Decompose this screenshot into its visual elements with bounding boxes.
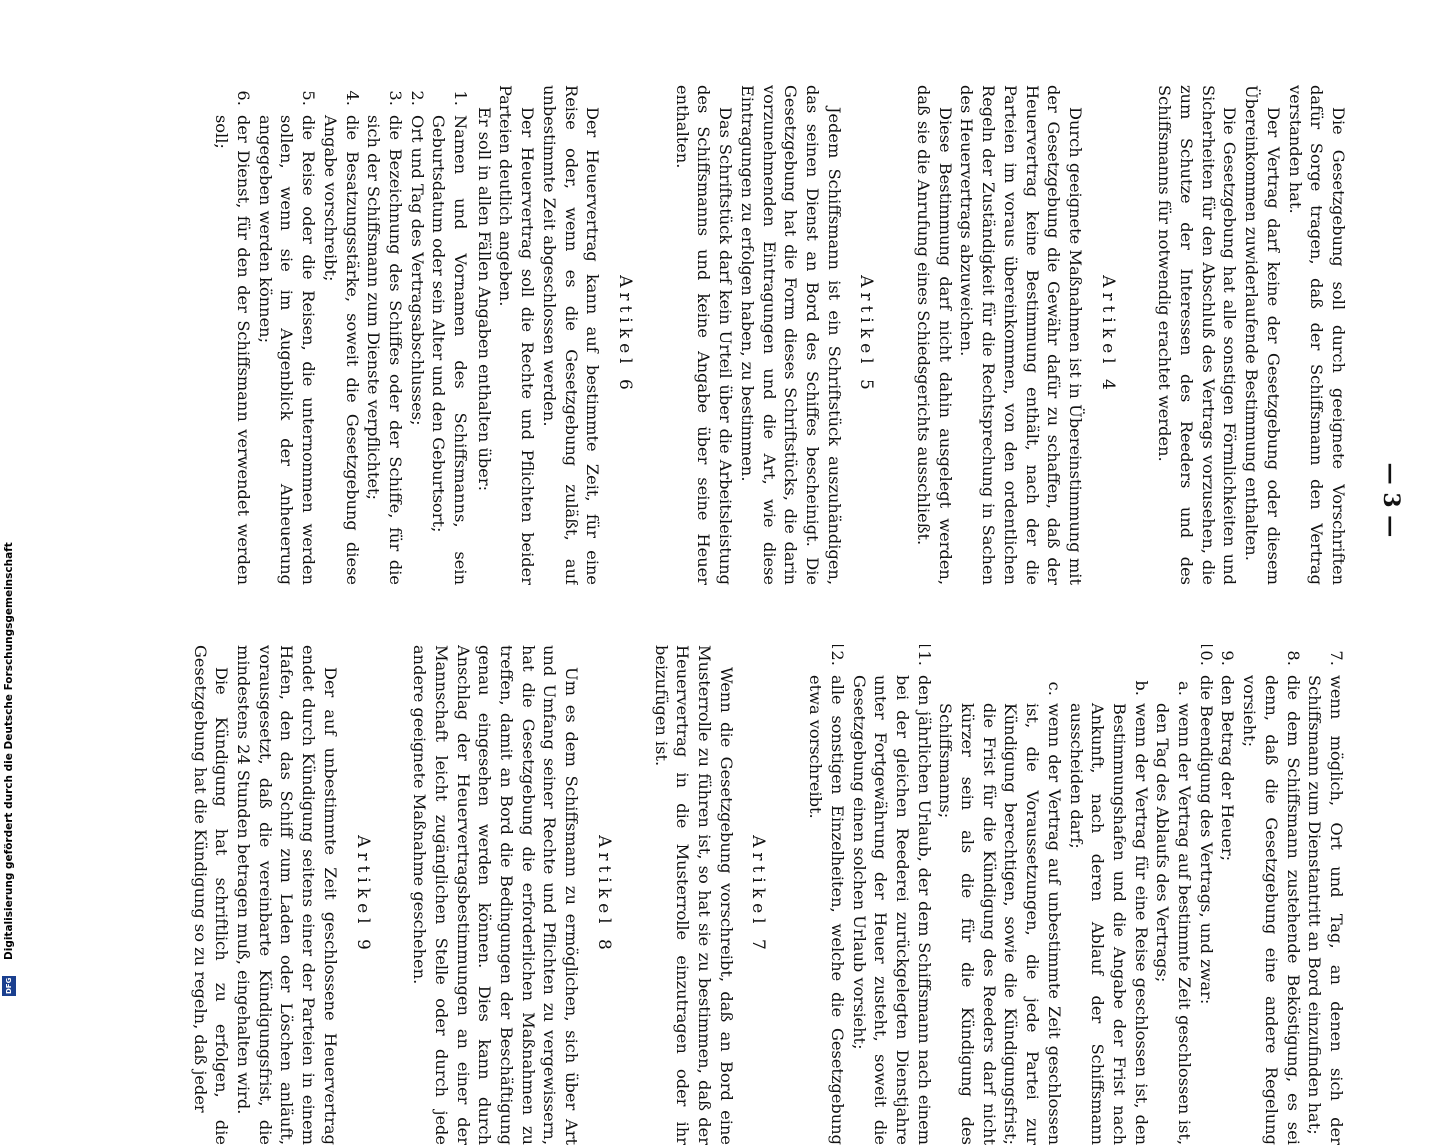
dfg-logo: DFG [2,976,16,996]
article-6-list [211,85,471,585]
intro-paragraph-3: Die Gesetzgebung hat alle sonstigen Förmlichkeiten und Sicherheiten für den Abschluß des Vertrags vorzusehen, die zum Schutze der Interessen des Reeders und des Schiffsmanns für notwendig erachtet werden. [1155,85,1240,585]
article-8-heading: Artikel 8 [593,835,614,955]
article-6-paragraph-2: Der Heuervertrag soll die Rechte und Pflichten beider Parteien deutlich angeben. [496,85,538,585]
list-item-text: die Beendigung des Vertrags, und zwar: [1196,675,1216,1005]
intro-paragraph-1: Die Gesetzgebung soll durch geeignete Vorschriften dafür Sorge tragen, daß der Schiffsmann den Vertrag verstanden hat. [1285,85,1348,585]
article-8-paragraph-1: Um es dem Schiffsmann zu ermöglichen, sich über Art und Umfang seiner Rechte und Pflichten zu vergewissern, hat die Gesetzgebung die erforderlichen Maßnahmen zu treffen, damit an Bord die Bedingungen der Beschäftigung genau eingesehen werden können. Dies kann durch Anschlag der Heuervertragsbestimmungen an einer der Mannschaft leicht zugänglichen Stelle oder durch jede andere geeignete Maßnahme geschehen. [410,645,582,1145]
credit-text: Digitalisierung gefördert durch die Deutsche Forschungsgemeinschaft [3,542,15,960]
article-9-paragraph-2: Die Kündigung hat schriftlich zu erfolgen, die Gesetzgebung hat die Kündigung so zu regeln, daß jeder [190,645,232,1145]
list-item: 9. den Betrag der Heuer; [1217,671,1239,1145]
sub-list-item: c. wenn der Vertrag auf unbestimmte Zeit geschlossen ist, die Voraussetzungen, die jede Partei zur Kündigung berechtigen, sowie die Kündigungsfrist; die Frist für die Kündigung des Reeders darf nicht kürzer sein als die für die Kündigung des Schiffsmanns; [935,701,1065,1145]
page-number: — 3 — [1378,462,1404,538]
article-7-heading: Artikel 7 [748,835,769,955]
article-5-paragraph-2: Das Schriftstück darf kein Urteil über die Arbeitsleistung des Schiffsmanns und keine Angabe über seine Heuer enthalten. [672,85,736,585]
sub-list-item: b. wenn der Vertrag für eine Reise geschlossen ist, den Bestimmungshafen und die Angabe der Frist nach Ankunft, nach deren Ablauf der Schiffsmann ausscheiden darf; [1065,701,1152,1145]
article-6-paragraph-1: Der Heuervertrag kann auf bestimmte Zeit, für eine Reise oder, wenn es die Gesetzgebung zuläßt, auf unbestimmte Zeit abgeschlossen werden. [539,85,603,585]
termination-sub-list [935,675,1195,1145]
list-item: 8. die dem Schiffsmann zustehende Beköstigung, es sei denn, daß die Gesetzgebung eine andere Regelung vorsieht; [1238,671,1303,1145]
list-item: 12. alle sonstigen Einzelheiten, welche die Gesetzgebung etwa vorschreibt. [804,671,847,1145]
list-item: 4. die Besatzungsstärke, soweit die Gesetzgebung diese Angabe vorschreibt; [319,111,362,585]
article-9-heading: Artikel 9 [352,835,373,955]
right-column [89,645,1349,1145]
digitization-credit [0,0,20,1000]
article-5-heading: Artikel 5 [856,275,877,395]
article-7-paragraph-1: Wenn die Gesetzgebung vorschreibt, daß an Bord eine Musterrolle zu führen ist, so hat sie zu bestimmen, daß der Heuervertrag in die Musterrolle einzutragen oder ihr beizufügen ist. [651,645,736,1145]
article-4-paragraph-1: Durch geeignete Maßnahmen ist in Übereinstimmung mit der Gesetzgebung die Gewähr dafür zu schaffen, daß der Heuervertrag keine Bestimmung enthält, nach der die Parteien im voraus übereinkommen, von den ordentlichen Regeln der Zuständigkeit für die Rechtsprechung in Sachen des Heuervertrags abzuweichen. [957,85,1085,585]
list-item [935,671,1217,1145]
article-6-paragraph-3: Er soll in allen Fällen Angaben enthalten über: [474,107,494,492]
left-column [89,85,1349,585]
intro-paragraph-2: Der Vertrag darf keine der Gesetzgebung oder diesem Übereinkommen zuwiderlaufende Bestimmung enthalten. [1242,85,1283,585]
article-4-heading: Artikel 4 [1097,275,1118,395]
article-6-heading: Artikel 6 [615,275,636,395]
list-item: 5. die Reise oder die Reisen, die unternommen werden sollen, wenn sie im Augenblick der Anheuerung angegeben werden können; [254,111,319,585]
list-item: 3. die Bezeichnung des Schiffes oder der Schiffe, für die sich der Schiffsmann zum Dienste verpflichtet; [363,111,406,585]
article-9-paragraph-1: Der auf unbestimmte Zeit geschlossene Heuervertrag endet durch Kündigung seitens einer der Parteien in einem Hafen, den das Schiff zum Laden oder Löschen anläuft, vorausgesetzt, daß die vereinbarte Kündigungsfrist, die mindestens 24 Stunden betragen muß, eingehalten wird. [234,645,340,1145]
list-item: 6. der Dienst, für den der Schiffsmann verwendet werden soll; [211,111,254,585]
list-item: 7. wenn möglich, Ort und Tag, an denen sich der Schiffsmann zum Dienstantritt an Bord einzufinden hat; [1304,671,1347,1145]
list-item: 11. den jährlichen Urlaub, der dem Schiffsmann nach einem bei der gleichen Reederei zurückgelegten Dienstjahre unter Fortgewährung der Heuer zusteht, soweit die Gesetzgebung einen solchen Urlaub vorsieht; [848,671,935,1145]
list-item: 2. Ort und Tag des Vertragsabschlusses; [406,111,428,585]
sub-list-item: a. wenn der Vertrag auf bestimmte Zeit geschlossen ist, den Tag des Ablaufs des Vertrags; [1152,701,1195,1145]
article-4-paragraph-2: Diese Bestimmung darf nicht dahin ausgelegt werden, daß sie die Anrufung eines Schiedsgerichts ausschließt. [914,85,955,585]
article-6-list-continued [804,645,1347,1145]
list-item: 1. Namen und Vornamen des Schiffsmanns, sein Geburtsdatum oder sein Alter und den Geburtsort; [428,111,471,585]
article-5-paragraph-1: Jedem Schiffsmann ist ein Schriftstück auszuhändigen, das seinen Dienst an Bord des Schiffes bescheinigt. Die Gesetzgebung hat die Form dieses Schriftstücks, die darin vorzunehmenden Eintragungen und die Art, wie diese Eintragungen zu erfolgen haben, zu bestimmen. [737,85,844,585]
